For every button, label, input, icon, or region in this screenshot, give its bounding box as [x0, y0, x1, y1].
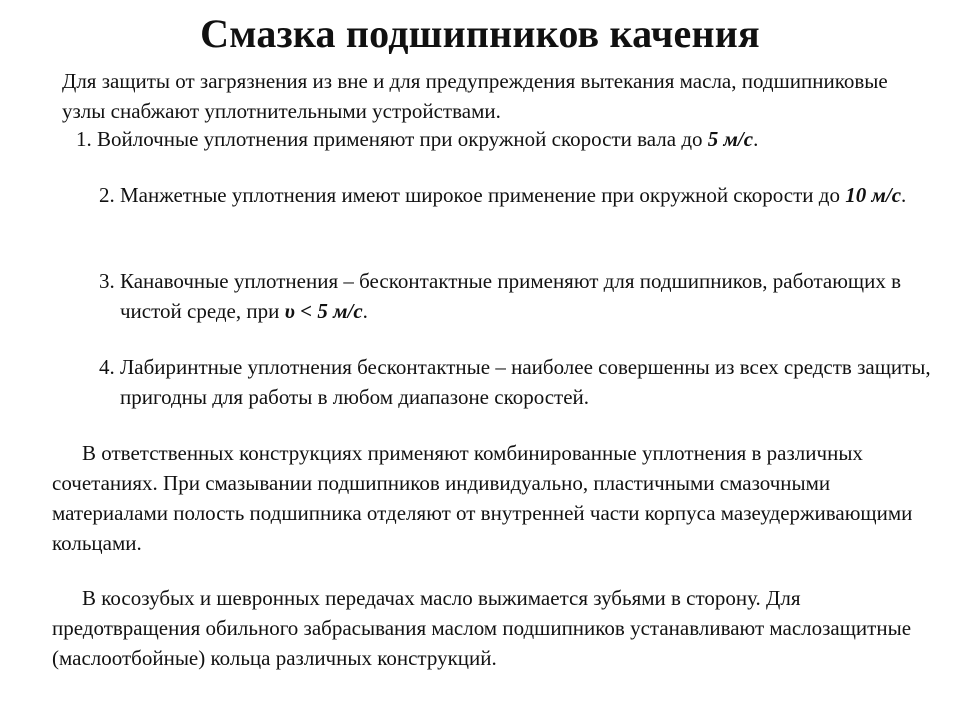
list-item-text: Канавочные уплотнения – бесконтактные применяют для подшипников, работающих в чистой среде, при υ < 5 м/с. — [120, 269, 901, 323]
list-item-number: 2. — [99, 183, 120, 207]
list-item-text: Лабиринтные уплотнения бесконтактные – наиболее совершенны из всех средств защиты, пригодны для работы в любом диапазоне скоростей. — [120, 355, 931, 409]
list-item-number: 3. — [99, 269, 120, 293]
list-item-2 — [99, 180, 939, 210]
slide-title: Смазка подшипников качения — [200, 11, 760, 56]
speed-value: 5 м/с — [707, 127, 754, 151]
speed-value: 10 м/с — [845, 183, 902, 207]
list-item-text: Манжетные уплотнения имеют широкое применение при окружной скорости до 10 м/с. — [120, 183, 907, 207]
list-item-3 — [99, 266, 939, 326]
body-paragraph-1: В ответственных конструкциях применяют комбинированные уплотнения в различных сочетаниях. При смазывании подшипников индивидуально, пластичными смазочными материалами полость подшипника отделяют от внутренней части корпуса мазеудерживающими кольцами. — [52, 441, 913, 555]
list-item-4 — [99, 352, 939, 412]
list-item-number: 1. — [76, 127, 97, 151]
speed-value: υ < 5 м/с — [284, 299, 363, 323]
list-item-1 — [76, 124, 936, 154]
intro-paragraph: Для защиты от загрязнения из вне и для предупреждения вытекания масла, подшипниковые узлы снабжают уплотнительными устройствами. — [62, 69, 888, 123]
body-paragraph-2: В косозубых и шевронных передачах масло выжимается зубьями в сторону. Для предотвращения обильного забрасывания маслом подшипников устанавливают маслозащитные (маслоотбойные) кольца различных конструкций. — [52, 586, 912, 670]
list-item-number: 4. — [99, 355, 120, 379]
list-item-text: Войлочные уплотнения применяют при окружной скорости вала до 5 м/с. — [97, 127, 759, 151]
